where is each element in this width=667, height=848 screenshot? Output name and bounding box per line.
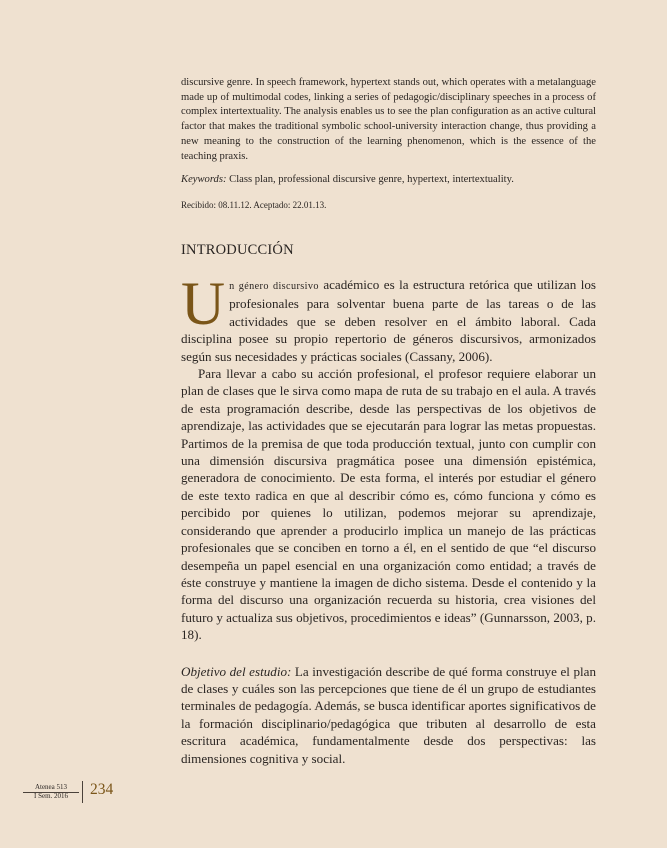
objective-paragraph <box>181 663 596 767</box>
drop-cap: U <box>181 271 226 338</box>
abstract-text: discursive genre. In speech framework, hypertext stands out, which operates with a metalanguage made up of multimodal codes, linking a series of pedagogic/disciplinary speeches in a process of complex intertextuality. The analysis enables us to see the plan configuration as an active cultural factor that makes the traditional symbolic school-university interaction change, thus providing a new meaning to the construction of the learning phenomenon, which is the essence of the teaching praxis. <box>181 77 596 162</box>
paragraph-2: Para llevar a cabo su acción profesional, el profesor requiere elaborar un plan de clases que le sirva como mapa de ruta de su trabajo en el aula. A través de esta programación describe, desde las perspectivas de los objetivos de aprendizaje, las actividades que se ejecutarán para lograr las metas propuestas. Partimos de la premisa de que toda producción textual, junto con cumplir con una dimensión discursiva pragmática posee una dimensión epistémica, generadora de conocimiento. De esta forma, el interés por estudiar el género de este texto radica en que al describir cómo es, cómo funciona y cómo es percibido por quienes lo utilizan, podemos mejorar su aprendizaje, considerando que aprender a producirlo implica un manejo de las prácticas profesionales que se conciben en torno a él, en el sentido de que “el discurso desempeña un papel esencial en una organización como entidad; a través de éste construye y mantiene la imagen de dicho sistema. Desde el contenido y la forma del discurso una organización recuerda su historia, crea visiones del futuro y actualiza sus objetivos, procedimientos e ideas” (Gunnarsson, 2003, p. 18). <box>181 366 596 643</box>
footer-separator <box>82 781 83 803</box>
paragraph-1 <box>181 271 596 365</box>
section-heading: INTRODUCCIÓN <box>181 242 294 258</box>
page-number: 234 <box>90 781 114 798</box>
abstract-section <box>181 76 596 188</box>
body-text <box>181 271 596 767</box>
journal-divider <box>23 792 79 793</box>
paragraph-1-text: académico es la estructura retórica que utilizan los profesionales para solventar buena parte de las tareas o de las actividades que se deben resolver en el ámbito laboral. Cada disciplina posee su propio repertorio de géneros discursivos, armonizados según sus necesidades y prácticas sociales (Cassany, 2006). <box>181 277 596 364</box>
objective-text: La investigación describe de qué forma construye el plan de clases y cuáles son las percepciones que tiene de él un grupo de estudiantes terminales de pedagogía. Además, se busca identificar aportes significativos de la formación disciplinario/pedagógica que tributen al desarrollo de esta escritura académica, fundamentalmente desde dos perspectivas: las dimensiones cognitiva y social. <box>181 663 596 766</box>
objective-label: Objetivo del estudio: <box>181 663 292 679</box>
keywords-text: Class plan, professional discursive genre, hypertext, intertextuality. <box>226 174 514 186</box>
received-accepted-dates: Recibido: 08.11.12. Aceptado: 22.01.13. <box>181 200 327 210</box>
small-caps-lead: n género discursivo <box>229 281 319 292</box>
keywords-line <box>181 173 596 188</box>
journal-issue: I Sem. 2016 <box>33 791 69 800</box>
page-footer <box>23 783 133 803</box>
keywords-label: Keywords: <box>181 174 227 186</box>
journal-name: Atenea 513 <box>34 783 68 791</box>
